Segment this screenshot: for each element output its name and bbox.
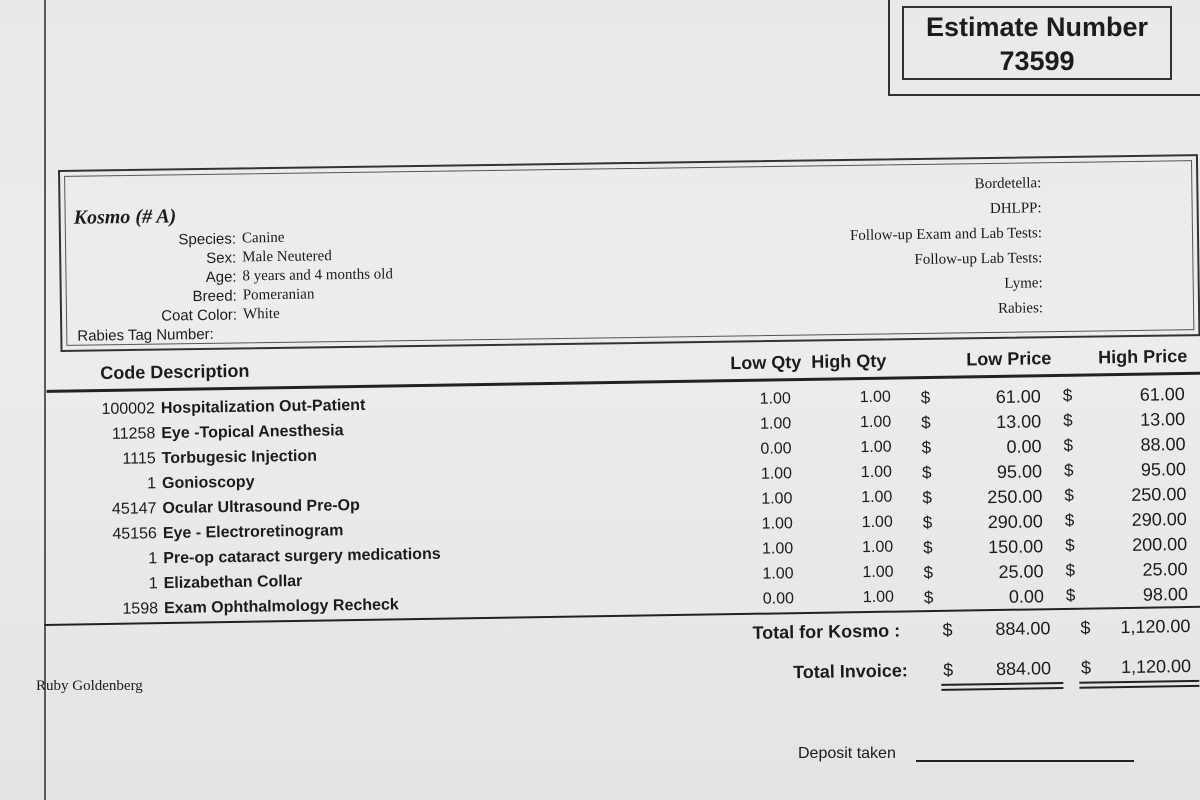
high-qty: 1.00 (862, 563, 894, 582)
item-code: 1 (147, 475, 157, 493)
coat-color-value: White (242, 305, 280, 323)
patient-info-box (58, 154, 1200, 352)
header-code-description: Code Description (100, 360, 250, 384)
item-description: Elizabethan Collar (163, 572, 303, 593)
high-qty: 1.00 (862, 588, 895, 607)
breed-value: Pomeranian (242, 286, 315, 304)
item-description: Hospitalization Out-Patient (160, 396, 366, 418)
high-price: 61.00 (1139, 384, 1185, 405)
low-price: 0.00 (1006, 436, 1042, 457)
high-price-currency: $ (1064, 485, 1074, 505)
high-price: 250.00 (1131, 484, 1187, 505)
high-qty: 1.00 (859, 388, 891, 407)
item-description: Torbugesic Injection (161, 447, 318, 468)
high-price-currency: $ (1063, 435, 1074, 455)
species-label: Species: (178, 230, 237, 249)
patient-name: Kosmo (# A) (73, 205, 177, 229)
followup-exam-lab: Follow-up Exam and Lab Tests: (849, 225, 1043, 244)
high-qty: 1.00 (861, 538, 894, 557)
low-qty: 1.00 (759, 390, 791, 408)
sex-value: Male Neutered (242, 248, 332, 266)
low-qty: 1.00 (761, 515, 793, 533)
low-qty: 1.00 (759, 415, 792, 433)
high-price-currency: $ (1065, 535, 1075, 555)
high-price: 13.00 (1139, 409, 1186, 430)
patient-info-inner (64, 160, 1194, 346)
high-qty: 1.00 (861, 488, 893, 507)
high-price: 98.00 (1142, 584, 1189, 605)
age-label: Age: (205, 268, 237, 286)
low-price-currency: $ (920, 388, 931, 408)
estimate-box (902, 6, 1172, 80)
low-qty: 1.00 (761, 490, 793, 508)
deposit-line[interactable] (916, 760, 1134, 762)
estimate-number: 73599 (999, 46, 1075, 76)
low-qty: 0.00 (760, 440, 792, 458)
high-price: 88.00 (1140, 434, 1186, 455)
item-description: Ocular Ultrasound Pre-Op (162, 496, 360, 518)
line-items-table (40, 334, 1200, 692)
coat-color-label: Coat Color: (161, 306, 238, 325)
low-price-currency: $ (922, 488, 933, 508)
low-price-currency: $ (923, 587, 934, 608)
item-code: 1 (148, 550, 158, 568)
followup-lab: Follow-up Lab Tests: (914, 250, 1043, 269)
high-price-currency: $ (1064, 510, 1075, 530)
item-description: Exam Ophthalmology Recheck (163, 596, 399, 618)
high-price: 200.00 (1131, 534, 1188, 555)
high-qty: 1.00 (861, 513, 893, 532)
high-price-currency: $ (1065, 585, 1076, 605)
high-price-currency: $ (1065, 560, 1076, 580)
item-code: 45156 (112, 525, 158, 543)
item-description: Pre-op cataract surgery medications (163, 545, 441, 568)
high-qty: 1.00 (860, 438, 892, 457)
low-price-currency: $ (921, 438, 932, 458)
low-price-currency: $ (922, 513, 933, 533)
item-code: 1 (148, 575, 158, 593)
item-description: Gonioscopy (161, 473, 255, 493)
item-description: Eye - Electroretinogram (162, 522, 344, 543)
vaccine-dhlpp: DHLPP: (989, 200, 1042, 217)
sex-label: Sex: (206, 249, 237, 267)
high-qty: 1.00 (860, 463, 893, 482)
low-price: 0.00 (1008, 586, 1045, 607)
invoice-low-underline-2 (941, 687, 1063, 691)
age-value: 8 years and 4 months old (242, 266, 394, 285)
low-qty: 0.00 (762, 590, 795, 608)
low-price: 25.00 (998, 561, 1044, 582)
total-for-label: Total for Kosmo : (752, 620, 901, 643)
item-code: 1598 (122, 600, 159, 618)
low-price: 61.00 (995, 386, 1041, 407)
invoice-low-underline-1 (941, 682, 1063, 686)
item-code: 45147 (111, 500, 157, 518)
low-price-currency: $ (921, 413, 931, 433)
invoice-high-underline-1 (1079, 680, 1199, 684)
low-qty: 1.00 (760, 465, 793, 483)
low-price: 290.00 (987, 511, 1043, 533)
low-price: 13.00 (996, 411, 1042, 432)
item-code: 11258 (111, 425, 156, 443)
header-qty: Low Qty High Qty (730, 350, 887, 374)
total-invoice-high: 1,120.00 (1120, 655, 1192, 678)
low-price: 95.00 (996, 461, 1043, 482)
low-price: 150.00 (987, 536, 1044, 558)
species-value: Canine (241, 229, 285, 247)
total-invoice-currency-high: $ (1080, 657, 1092, 678)
total-for-currency-low: $ (942, 619, 953, 640)
header-high-price: High Price (1098, 345, 1188, 368)
item-code: 100002 (101, 400, 156, 419)
vaccine-bordetella: Bordetella: (974, 175, 1042, 193)
low-price-currency: $ (921, 463, 932, 483)
low-price-currency: $ (923, 563, 934, 583)
high-price: 290.00 (1131, 509, 1187, 530)
item-code: 1115 (122, 450, 156, 468)
low-qty: 1.00 (761, 540, 794, 558)
total-invoice-label: Total Invoice: (792, 660, 908, 683)
total-for-high: 1,120.00 (1120, 615, 1191, 638)
low-price: 250.00 (987, 486, 1043, 508)
high-price: 25.00 (1142, 559, 1188, 580)
low-price-currency: $ (923, 538, 933, 558)
total-invoice-currency-low: $ (942, 659, 954, 680)
high-price-currency: $ (1062, 385, 1073, 405)
rabies-tag-label: Rabies Tag Number: (77, 325, 214, 345)
low-qty: 1.00 (762, 565, 794, 583)
breed-label: Breed: (192, 287, 237, 306)
total-for-low: 884.00 (995, 618, 1051, 640)
high-qty: 1.00 (859, 413, 892, 432)
high-price: 95.00 (1140, 459, 1187, 480)
high-price-currency: $ (1063, 410, 1073, 430)
header-low-price: Low Price (966, 348, 1052, 370)
item-description: Eye -Topical Anesthesia (161, 422, 344, 443)
vaccine-lyme: Lyme: (1004, 275, 1043, 292)
deposit-label: Deposit taken (798, 745, 896, 762)
signature: Ruby Goldenberg (36, 678, 143, 694)
total-invoice-low: 884.00 (995, 658, 1052, 680)
invoice-high-underline-2 (1079, 685, 1199, 689)
vaccine-rabies: Rabies: (997, 300, 1044, 317)
high-price-currency: $ (1063, 460, 1074, 480)
estimate-label: Estimate Number (925, 12, 1149, 42)
total-for-currency-high: $ (1080, 617, 1091, 638)
